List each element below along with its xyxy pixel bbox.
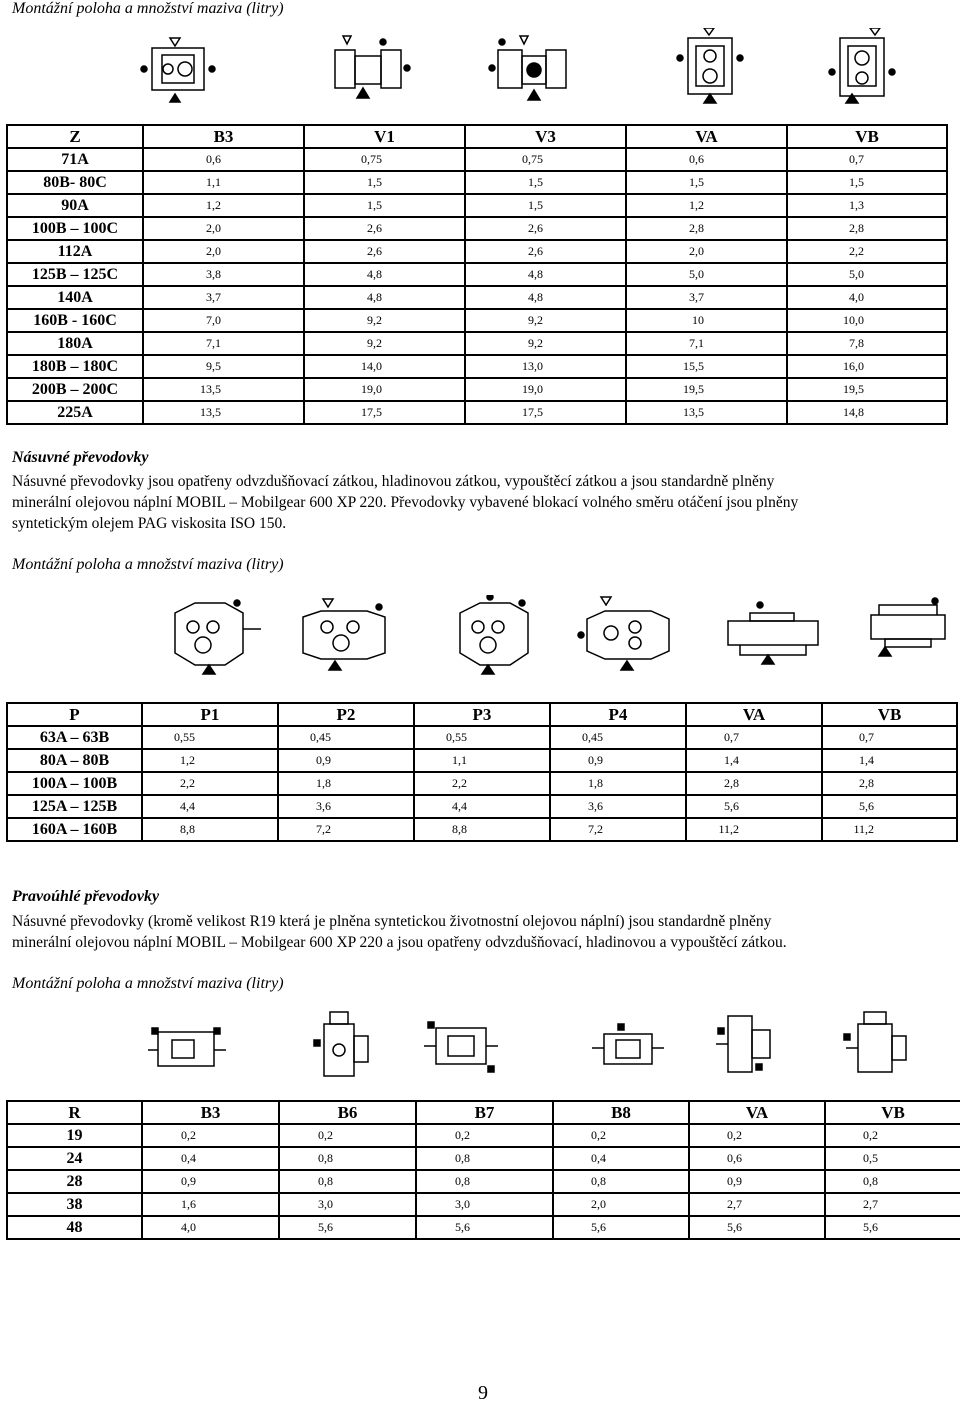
value-cell: 4,4 xyxy=(414,795,550,818)
table-row xyxy=(7,286,947,309)
table-header-row xyxy=(7,1101,960,1124)
row-header-cell: 100B – 100C xyxy=(7,217,143,240)
col-header: P2 xyxy=(278,703,414,726)
value-cell: 13,5 xyxy=(143,401,304,424)
row-header-cell: 80B- 80C xyxy=(7,171,143,194)
value-cell: 0,45 xyxy=(550,726,686,749)
col-header: P xyxy=(7,703,142,726)
col-header: B3 xyxy=(143,125,304,148)
table-row xyxy=(7,240,947,263)
value-cell: 10 xyxy=(626,309,787,332)
value-cell: 1,5 xyxy=(304,171,465,194)
value-cell: 2,7 xyxy=(825,1193,960,1216)
table-row xyxy=(7,1147,960,1170)
mounting-position-diagrams-3 xyxy=(148,1010,938,1080)
paragraph-line: Násuvné převodovky jsou opatřeny odvzdušňovací zátkou, hladinovou zátkou, vypouštěcí zátkou a jsou standardně plněny xyxy=(12,473,775,490)
value-cell: 0,8 xyxy=(279,1147,416,1170)
table-row xyxy=(7,726,957,749)
col-header: VA xyxy=(689,1101,825,1124)
value-cell: 1,6 xyxy=(142,1193,279,1216)
paragraph-line: Násuvné převodovky (kromě velikost R19 která je plněna syntetickou životnostní olejovou náplní) jsou standardně plněny xyxy=(12,913,772,930)
col-header: V3 xyxy=(465,125,626,148)
value-cell: 1,5 xyxy=(465,194,626,217)
table-body xyxy=(7,726,957,841)
value-cell: 0,45 xyxy=(278,726,414,749)
row-header-cell: 63A – 63B xyxy=(7,726,142,749)
value-cell: 4,0 xyxy=(142,1216,279,1239)
value-cell: 0,9 xyxy=(278,749,414,772)
value-cell: 9,2 xyxy=(304,309,465,332)
col-header: P3 xyxy=(414,703,550,726)
table-header-row xyxy=(7,703,957,726)
row-header-cell: 160A – 160B xyxy=(7,818,142,841)
table-row xyxy=(7,1193,960,1216)
value-cell: 2,8 xyxy=(822,772,957,795)
table-row xyxy=(7,217,947,240)
shaft-mounted-p2-icon xyxy=(303,599,385,670)
value-cell: 9,2 xyxy=(465,332,626,355)
value-cell: 0,6 xyxy=(143,148,304,171)
value-cell: 4,8 xyxy=(304,263,465,286)
gearbox-b3-icon xyxy=(141,38,215,102)
value-cell: 2,8 xyxy=(787,217,947,240)
row-header-cell: 100A – 100B xyxy=(7,772,142,795)
value-cell: 9,5 xyxy=(143,355,304,378)
row-header-cell: 90A xyxy=(7,194,143,217)
right-angle-va-icon xyxy=(716,1016,770,1072)
value-cell: 17,5 xyxy=(304,401,465,424)
col-header: Z xyxy=(7,125,143,148)
right-angle-b8-icon xyxy=(592,1024,664,1064)
gearbox-vb-icon xyxy=(829,28,895,103)
shaft-mounted-p4-icon xyxy=(578,597,669,670)
row-header-cell: 180A xyxy=(7,332,143,355)
value-cell: 19,0 xyxy=(465,378,626,401)
value-cell: 7,2 xyxy=(278,818,414,841)
row-header-cell: 80A – 80B xyxy=(7,749,142,772)
shaft-mounted-va-icon xyxy=(728,602,818,664)
table-row xyxy=(7,1170,960,1193)
row-header-cell: 24 xyxy=(7,1147,142,1170)
value-cell: 2,0 xyxy=(143,240,304,263)
value-cell: 0,8 xyxy=(416,1170,553,1193)
value-cell: 1,1 xyxy=(414,749,550,772)
value-cell: 13,5 xyxy=(143,378,304,401)
value-cell: 2,8 xyxy=(686,772,822,795)
value-cell: 7,8 xyxy=(787,332,947,355)
col-header: VB xyxy=(822,703,957,726)
value-cell: 16,0 xyxy=(787,355,947,378)
value-cell: 1,5 xyxy=(465,171,626,194)
value-cell: 2,0 xyxy=(143,217,304,240)
value-cell: 5,6 xyxy=(279,1216,416,1239)
table-row xyxy=(7,749,957,772)
value-cell: 8,8 xyxy=(414,818,550,841)
gearbox-v1-icon xyxy=(335,36,410,98)
table-row xyxy=(7,378,947,401)
col-header: P4 xyxy=(550,703,686,726)
value-cell: 0,75 xyxy=(304,148,465,171)
row-header-cell: 200B – 200C xyxy=(7,378,143,401)
value-cell: 0,8 xyxy=(825,1170,960,1193)
table-row xyxy=(7,309,947,332)
col-header: VB xyxy=(825,1101,960,1124)
value-cell: 11,2 xyxy=(686,818,822,841)
value-cell: 3,7 xyxy=(626,286,787,309)
table-row xyxy=(7,818,957,841)
row-header-cell: 48 xyxy=(7,1216,142,1239)
value-cell: 15,5 xyxy=(626,355,787,378)
col-header: B7 xyxy=(416,1101,553,1124)
value-cell: 4,8 xyxy=(465,263,626,286)
value-cell: 7,1 xyxy=(143,332,304,355)
row-header-cell: 19 xyxy=(7,1124,142,1147)
section3-paragraph xyxy=(12,911,952,953)
lubricant-table-1 xyxy=(6,124,948,425)
value-cell: 1,5 xyxy=(304,194,465,217)
value-cell: 1,2 xyxy=(143,194,304,217)
value-cell: 13,0 xyxy=(465,355,626,378)
value-cell: 2,6 xyxy=(465,217,626,240)
value-cell: 1,2 xyxy=(626,194,787,217)
value-cell: 17,5 xyxy=(465,401,626,424)
section3-heading: Montážní poloha a množství maziva (litry) xyxy=(12,975,284,992)
lubricant-table-3 xyxy=(6,1100,960,1240)
gearbox-v3-icon xyxy=(489,36,566,100)
value-cell: 3,0 xyxy=(279,1193,416,1216)
value-cell: 7,2 xyxy=(550,818,686,841)
value-cell: 1,5 xyxy=(787,171,947,194)
table-row xyxy=(7,795,957,818)
value-cell: 14,0 xyxy=(304,355,465,378)
value-cell: 2,7 xyxy=(689,1193,825,1216)
value-cell: 1,5 xyxy=(626,171,787,194)
section1-heading: Montážní poloha a množství maziva (litry) xyxy=(12,0,284,17)
value-cell: 2,6 xyxy=(304,240,465,263)
col-header: VA xyxy=(626,125,787,148)
value-cell: 0,2 xyxy=(553,1124,689,1147)
right-angle-b6-icon xyxy=(314,1012,368,1076)
value-cell: 0,2 xyxy=(279,1124,416,1147)
value-cell: 2,8 xyxy=(626,217,787,240)
row-header-cell: 112A xyxy=(7,240,143,263)
value-cell: 2,2 xyxy=(142,772,278,795)
paragraph-line: minerální olejovou náplní MOBIL – Mobilgear 600 XP 220. Převodovky vybavené blokací volného směru otáčení jsou plněny xyxy=(12,494,799,511)
value-cell: 5,6 xyxy=(553,1216,689,1239)
value-cell: 0,8 xyxy=(553,1170,689,1193)
value-cell: 1,8 xyxy=(550,772,686,795)
value-cell: 9,2 xyxy=(304,332,465,355)
value-cell: 0,6 xyxy=(626,148,787,171)
value-cell: 0,2 xyxy=(825,1124,960,1147)
value-cell: 13,5 xyxy=(626,401,787,424)
col-header: B8 xyxy=(553,1101,689,1124)
value-cell: 1,1 xyxy=(143,171,304,194)
value-cell: 0,2 xyxy=(142,1124,279,1147)
value-cell: 1,3 xyxy=(787,194,947,217)
row-header-cell: 225A xyxy=(7,401,143,424)
value-cell: 19,5 xyxy=(787,378,947,401)
value-cell: 0,8 xyxy=(416,1147,553,1170)
value-cell: 4,0 xyxy=(787,286,947,309)
value-cell: 3,6 xyxy=(550,795,686,818)
section3-title: Pravoúhlé převodovky xyxy=(12,888,160,905)
row-header-cell: 125B – 125C xyxy=(7,263,143,286)
value-cell: 2,0 xyxy=(553,1193,689,1216)
table-row xyxy=(7,263,947,286)
table-row xyxy=(7,1124,960,1147)
value-cell: 3,7 xyxy=(143,286,304,309)
value-cell: 0,5 xyxy=(825,1147,960,1170)
value-cell: 2,2 xyxy=(414,772,550,795)
col-header: R xyxy=(7,1101,142,1124)
value-cell: 7,1 xyxy=(626,332,787,355)
col-header: V1 xyxy=(304,125,465,148)
row-header-cell: 180B – 180C xyxy=(7,355,143,378)
section2-heading: Montážní poloha a množství maziva (litry) xyxy=(12,556,284,573)
col-header: VA xyxy=(686,703,822,726)
value-cell: 4,4 xyxy=(142,795,278,818)
shaft-mounted-p3-icon xyxy=(460,595,528,674)
value-cell: 5,0 xyxy=(626,263,787,286)
value-cell: 5,6 xyxy=(689,1216,825,1239)
value-cell: 19,0 xyxy=(304,378,465,401)
col-header: P1 xyxy=(142,703,278,726)
value-cell: 5,6 xyxy=(825,1216,960,1239)
value-cell: 1,2 xyxy=(142,749,278,772)
value-cell: 2,6 xyxy=(465,240,626,263)
value-cell: 0,7 xyxy=(822,726,957,749)
mounting-position-diagrams-1 xyxy=(140,28,900,106)
table-row xyxy=(7,1216,960,1239)
value-cell: 3,6 xyxy=(278,795,414,818)
table-header-row xyxy=(7,125,947,148)
lubricant-table-2 xyxy=(6,702,958,842)
value-cell: 3,0 xyxy=(416,1193,553,1216)
table-body xyxy=(7,1124,960,1239)
table-row xyxy=(7,772,957,795)
value-cell: 3,8 xyxy=(143,263,304,286)
value-cell: 0,7 xyxy=(686,726,822,749)
value-cell: 5,0 xyxy=(787,263,947,286)
right-angle-vb-icon xyxy=(844,1012,906,1072)
value-cell: 0,75 xyxy=(465,148,626,171)
row-header-cell: 125A – 125B xyxy=(7,795,142,818)
shaft-mounted-p1-icon xyxy=(175,600,261,674)
value-cell: 9,2 xyxy=(465,309,626,332)
row-header-cell: 71A xyxy=(7,148,143,171)
section2-paragraph xyxy=(12,471,952,534)
value-cell: 1,4 xyxy=(822,749,957,772)
value-cell: 5,6 xyxy=(686,795,822,818)
shaft-mounted-vb-icon xyxy=(871,598,945,656)
value-cell: 0,4 xyxy=(553,1147,689,1170)
value-cell: 11,2 xyxy=(822,818,957,841)
table-row xyxy=(7,148,947,171)
row-header-cell: 160B - 160C xyxy=(7,309,143,332)
value-cell: 5,6 xyxy=(416,1216,553,1239)
value-cell: 2,2 xyxy=(787,240,947,263)
value-cell: 0,55 xyxy=(414,726,550,749)
mounting-position-diagrams-2 xyxy=(165,595,955,675)
table-row xyxy=(7,194,947,217)
value-cell: 4,8 xyxy=(465,286,626,309)
value-cell: 1,8 xyxy=(278,772,414,795)
value-cell: 2,0 xyxy=(626,240,787,263)
table-row xyxy=(7,401,947,424)
value-cell: 1,4 xyxy=(686,749,822,772)
value-cell: 0,4 xyxy=(142,1147,279,1170)
value-cell: 10,0 xyxy=(787,309,947,332)
right-angle-b3-icon xyxy=(148,1028,226,1066)
value-cell: 2,6 xyxy=(304,217,465,240)
table-row xyxy=(7,355,947,378)
paragraph-line: minerální olejovou náplní MOBIL – Mobilgear 600 XP 220 a jsou opatřeny odvzdušňovací, hladinovou a vypouštěcí zátkou. xyxy=(12,934,787,951)
col-header: B3 xyxy=(142,1101,279,1124)
value-cell: 14,8 xyxy=(787,401,947,424)
page-number: 9 xyxy=(478,1382,488,1404)
right-angle-b7-icon xyxy=(424,1022,498,1072)
value-cell: 0,9 xyxy=(550,749,686,772)
gearbox-va-icon xyxy=(677,28,743,103)
value-cell: 19,5 xyxy=(626,378,787,401)
value-cell: 0,9 xyxy=(142,1170,279,1193)
table-body xyxy=(7,148,947,424)
value-cell: 4,8 xyxy=(304,286,465,309)
section2-title: Násuvné převodovky xyxy=(12,449,149,466)
col-header: B6 xyxy=(279,1101,416,1124)
paragraph-line: syntetickým olejem PAG viskosita ISO 150. xyxy=(12,515,287,532)
row-header-cell: 28 xyxy=(7,1170,142,1193)
row-header-cell: 140A xyxy=(7,286,143,309)
table-row xyxy=(7,332,947,355)
value-cell: 0,2 xyxy=(689,1124,825,1147)
value-cell: 0,55 xyxy=(142,726,278,749)
value-cell: 0,6 xyxy=(689,1147,825,1170)
value-cell: 0,2 xyxy=(416,1124,553,1147)
table-row xyxy=(7,171,947,194)
value-cell: 5,6 xyxy=(822,795,957,818)
value-cell: 8,8 xyxy=(142,818,278,841)
value-cell: 0,7 xyxy=(787,148,947,171)
value-cell: 7,0 xyxy=(143,309,304,332)
value-cell: 0,8 xyxy=(279,1170,416,1193)
row-header-cell: 38 xyxy=(7,1193,142,1216)
value-cell: 0,9 xyxy=(689,1170,825,1193)
col-header: VB xyxy=(787,125,947,148)
